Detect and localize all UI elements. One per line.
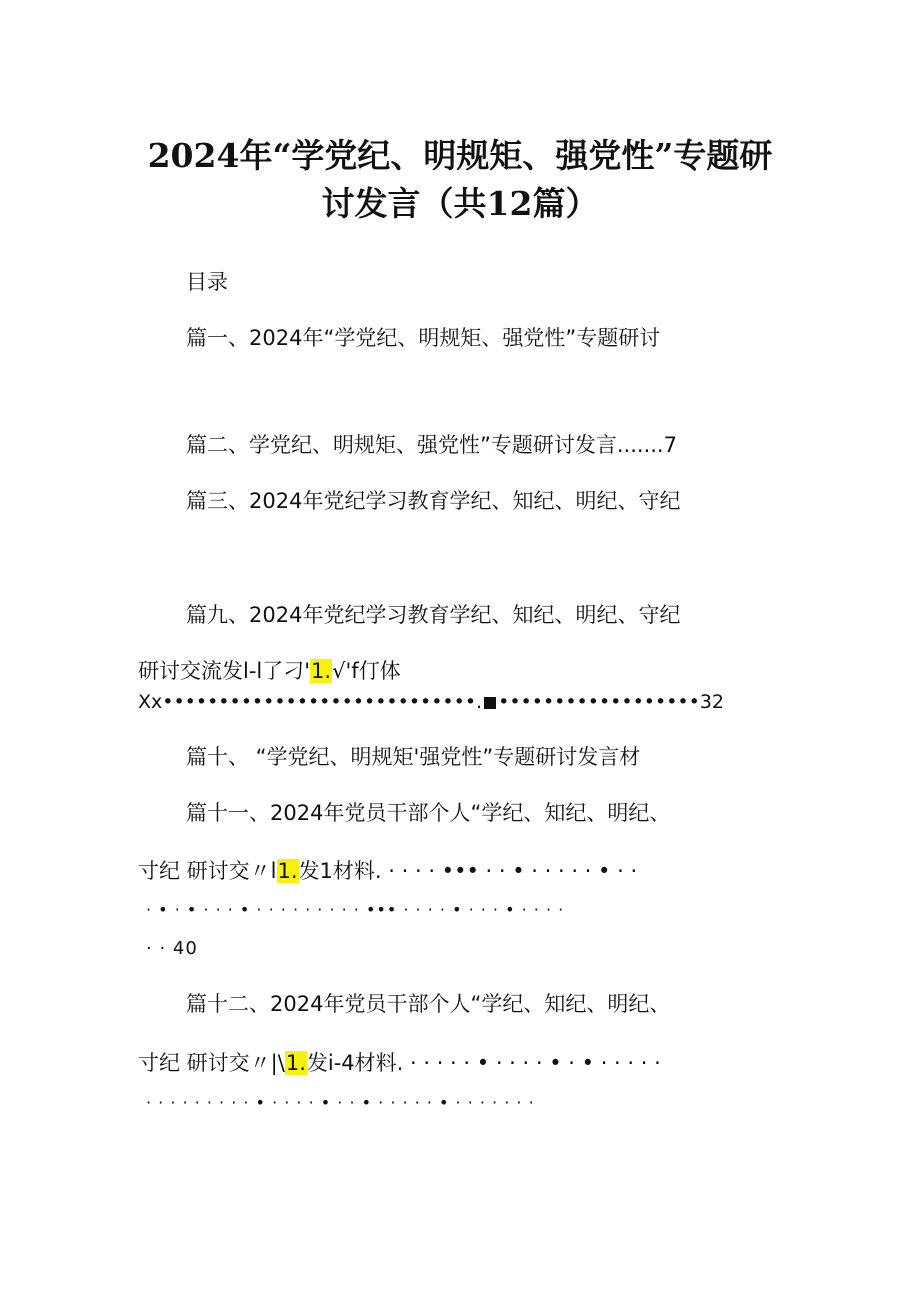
document-title-line-1: 2024年“学党纪、明规矩、强党性”专题研 [147,136,773,175]
toc-entry-11-text-b: 发1材料. · · · · ••• · · • · · · · · • · · [298,859,638,883]
toc-entry-9-text-a: 研讨交流发l-l了刁' [138,659,311,683]
toc-entry-9-line-1[interactable]: 篇九、2024年党纪学习教育学纪、知纪、明纪、守纪 [186,603,681,627]
toc-entry-9-leader-b: ••••••••••••••••••32 [498,691,725,713]
toc-entry-12-line-2[interactable] [138,1049,661,1077]
toc-entry-12-line-3: · · · · · · · · · • · · · · • · · • · · · · · • · · · · · · · [146,1093,535,1112]
toc-entry-1[interactable]: 篇一、2024年“学党纪、明规矩、强党性”专题研讨 [186,326,661,350]
toc-entry-2[interactable]: 篇二、学党纪、明规矩、强党性”专题研讨发言.......7 [186,433,677,457]
toc-entry-9-leader-a: Xx••••••••••••••••••••••••••••. [138,691,483,713]
highlight-mark: 1. [277,859,298,883]
toc-entry-9-line-2[interactable] [138,657,401,685]
toc-entry-3[interactable]: 篇三、2024年党纪学习教育学纪、知纪、明纪、守纪 [186,489,681,513]
document-title-line-2: 讨发言（共12篇） [321,184,599,223]
toc-entry-11-line-3: · • · • · · · • · · · · · · · · · ••• · · · · • · · · • · · · · [146,900,565,919]
toc-entry-12-text-b: 发i-4材料. · · · · · • · · · · • · • · · · · · [306,1051,661,1075]
toc-entry-11-line-4: · · 40 [146,938,198,959]
toc-entry-11-line-2[interactable] [138,857,637,885]
toc-entry-11-text-a: 寸纪 研讨交〃l [138,859,277,883]
toc-entry-12-text-a: 寸纪 研讨交〃|\ [138,1051,285,1075]
toc-entry-10[interactable]: 篇十、 “学党纪、明规矩'强党性”专题研讨发言材 [186,745,641,769]
highlight-mark: 1. [311,659,332,683]
toc-entry-12-line-1[interactable]: 篇十二、2024年党员干部个人“学纪、知纪、明纪、 [186,992,671,1016]
toc-heading: 目录 [186,270,228,294]
toc-entry-9-line-3 [138,688,724,716]
toc-entry-11-line-1[interactable]: 篇十一、2024年党员干部个人“学纪、知纪、明纪、 [186,801,671,825]
highlight-mark: 1. [285,1051,306,1075]
square-mark-icon [484,697,496,709]
toc-entry-9-text-b: √'f仃体 [332,659,401,683]
